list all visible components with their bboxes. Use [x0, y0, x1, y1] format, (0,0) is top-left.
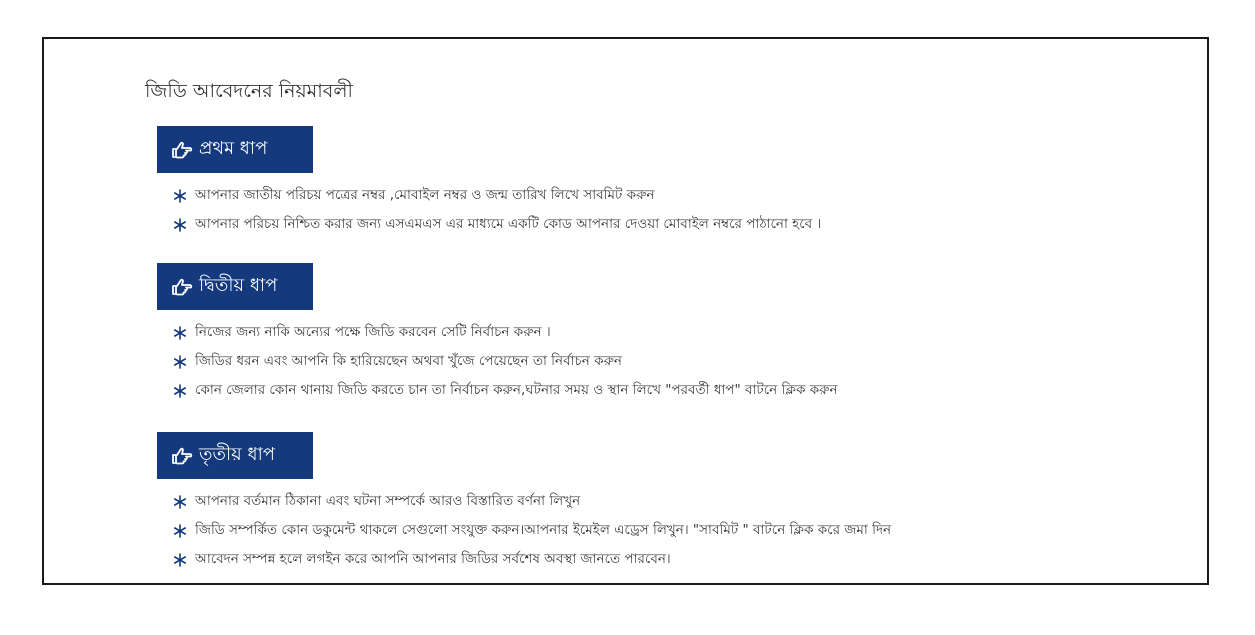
- snowflake-icon: [173, 553, 187, 567]
- step-3: [157, 432, 1197, 574]
- snowflake-icon: [173, 355, 187, 369]
- list-item-text: আবেদন সম্পন্ন হলে লগইন করে আপনি আপনার জিডির সর্বশেষ অবস্থা জানতে পারবেন।: [195, 551, 671, 567]
- step-2: [157, 263, 1197, 405]
- list-item: [173, 487, 1197, 516]
- list-item: [173, 516, 1197, 545]
- list-item-text: জিডি সম্পর্কিত কোন ডকুমেন্ট থাকলে সেগুলো সংযুক্ত করুন।আপনার ইমেইল এড্রেস লিখুন। "সাবমিট " বাটনে ক্লিক করে জমা দিন: [195, 522, 892, 538]
- list-item: [173, 181, 1197, 210]
- list-item-text: আপনার পরিচয় নিশ্চিত করার জন্য এসএমএস এর মাধ্যমে একটি কোড আপনার দেওয়া মোবাইল নম্বরে পাঠানো হবে ।: [195, 216, 822, 232]
- step-3-title: তৃতীয় ধাপ: [199, 444, 276, 465]
- list-item-text: জিডির ধরন এবং আপনি কি হারিয়েছেন অথবা খুঁজে পেয়েছেন তা নির্বাচন করুন: [195, 353, 622, 369]
- list-item-text: নিজের জন্য নাকি অন্যের পক্ষে জিডি করবেন সেটি নির্বাচন করুন ।: [195, 324, 551, 340]
- list-item-text: আপনার বর্তমান ঠিকানা এবং ঘটনা সম্পর্কে আরও বিস্তারিত বর্ণনা লিখুন: [195, 493, 581, 509]
- list-item: [173, 210, 1197, 239]
- snowflake-icon: [173, 326, 187, 340]
- step-3-list: [157, 487, 1197, 574]
- rules-panel: [42, 37, 1209, 585]
- list-item: [173, 376, 1197, 405]
- snowflake-icon: [173, 495, 187, 509]
- page-title: জিডি আবেদনের নিয়মাবলী: [145, 80, 353, 102]
- pointing-hand-icon: [171, 277, 193, 297]
- step-1-header: [157, 126, 313, 173]
- pointing-hand-icon: [171, 446, 193, 466]
- list-item: [173, 545, 1197, 574]
- pointing-hand-icon: [171, 140, 193, 160]
- step-2-header: [157, 263, 313, 310]
- step-2-list: [157, 318, 1197, 405]
- step-3-header: [157, 432, 313, 479]
- list-item-text: কোন জেলার কোন থানায় জিডি করতে চান তা নির্বাচন করুন,ঘটনার সময় ও স্থান লিখে "পরবর্তী ধাপ" বাটনে ক্লিক করুন: [195, 382, 838, 398]
- list-item: [173, 347, 1197, 376]
- step-2-title: দ্বিতীয় ধাপ: [199, 275, 278, 296]
- snowflake-icon: [173, 189, 187, 203]
- snowflake-icon: [173, 384, 187, 398]
- list-item: [173, 318, 1197, 347]
- snowflake-icon: [173, 524, 187, 538]
- snowflake-icon: [173, 218, 187, 232]
- list-item-text: আপনার জাতীয় পরিচয় পত্রের নম্বর ,মোবাইল নম্বর ও জন্ম তারিখ লিখে সাবমিট করুন: [195, 187, 655, 203]
- step-1: [157, 126, 1197, 239]
- step-1-list: [157, 181, 1197, 239]
- step-1-title: প্রথম ধাপ: [199, 138, 268, 159]
